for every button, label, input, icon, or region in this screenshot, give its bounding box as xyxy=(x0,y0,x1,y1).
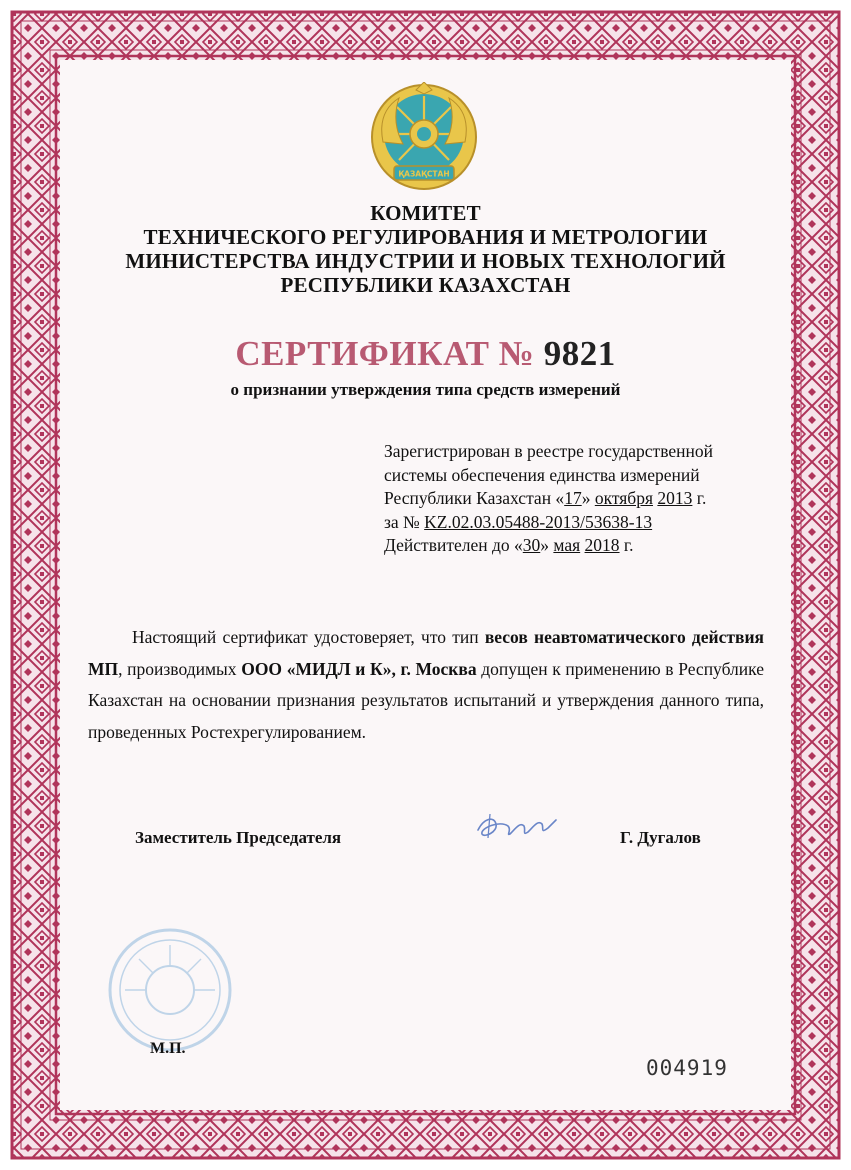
registration-text: за № xyxy=(384,511,425,532)
registration-number: KZ.02.03.05488-2013/53638-13 xyxy=(424,511,653,532)
body-text: Настоящий сертификат удостоверяет, что тип xyxy=(132,627,485,647)
body-manufacturer: ООО «МИДЛ и К», г. Москва xyxy=(241,658,477,679)
certificate-body xyxy=(88,622,764,748)
certificate-title-text: СЕРТИФИКАТ № xyxy=(235,334,535,373)
committee-line-1: КОМИТЕТ xyxy=(370,201,481,225)
registration-month: октября xyxy=(594,488,654,508)
registration-text: г. xyxy=(692,488,707,508)
body-paragraph xyxy=(88,622,764,748)
valid-day: 30 xyxy=(522,535,541,555)
registration-year: 2013 xyxy=(657,488,693,508)
registration-line-3 xyxy=(384,487,764,511)
registration-text: г. xyxy=(619,535,634,555)
kazakhstan-emblem-icon xyxy=(369,82,479,192)
body-product: весов неавтоматического действия МП xyxy=(88,627,764,679)
stamp-place-label: М.П. xyxy=(150,1040,186,1057)
registration-day: 17 xyxy=(564,488,582,508)
certificate-subtitle: о признании утверждения типа средств измерений xyxy=(230,380,621,399)
registration-text: » xyxy=(581,488,595,508)
committee-line-2: ТЕХНИЧЕСКОГО РЕГУЛИРОВАНИЯ И МЕТРОЛОГИИ xyxy=(143,225,708,249)
certificate-number: 9821 xyxy=(543,334,616,373)
registration-text: Республики Казахстан « xyxy=(384,488,565,508)
valid-year: 2018 xyxy=(584,535,620,555)
emblem-text: ҚАЗАҚСТАН xyxy=(398,169,450,179)
committee-line-3: МИНИСТЕРСТВА ИНДУСТРИИ И НОВЫХ ТЕХНОЛОГИЙ xyxy=(125,249,726,273)
registration-line-5 xyxy=(384,534,764,558)
registration-line-1: Зарегистрирован в реестре государственной xyxy=(384,441,713,461)
valid-month: мая xyxy=(553,535,581,555)
signatory-role: Заместитель Председателя xyxy=(135,828,342,847)
registration-line-2: системы обеспечения единства измерений xyxy=(384,464,700,485)
official-stamp-icon xyxy=(105,925,235,1055)
serial-number: 004919 xyxy=(646,1056,728,1080)
handwritten-signature xyxy=(470,808,560,848)
body-text: допущен к применению в Республике Казахстан на основании признания результатов испытаний и утверждения данного типа, проведенных Ростехрегулированием. xyxy=(88,658,764,742)
registration-text: Действителен до « xyxy=(384,535,523,555)
body-text: , производимых xyxy=(118,658,242,679)
certificate-title xyxy=(90,334,761,374)
committee-line-4: РЕСПУБЛИКИ КАЗАХСТАН xyxy=(280,273,571,297)
registration-line-4 xyxy=(384,511,764,535)
registration-text: » xyxy=(540,535,554,555)
registration-block xyxy=(384,440,764,558)
signatory-name: Г. Дугалов xyxy=(620,828,701,847)
